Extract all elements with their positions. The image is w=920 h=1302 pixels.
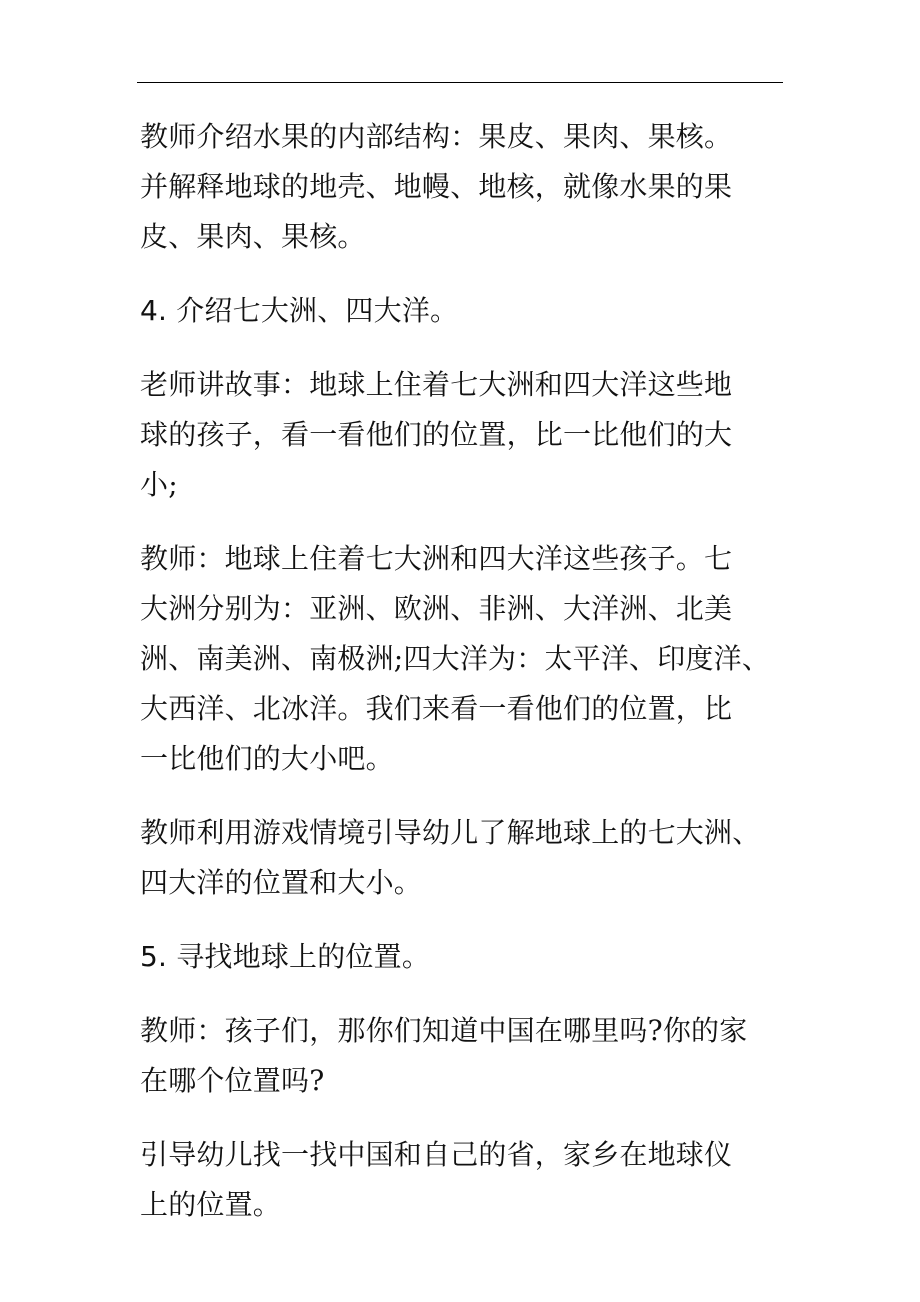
- text-line: 上的位置。: [140, 1188, 282, 1221]
- section-heading-location: [140, 932, 820, 982]
- document-body: [140, 112, 820, 1254]
- text-line: 教师介绍水果的内部结构：果皮、果肉、果核。: [140, 120, 733, 153]
- heading-text: 4. 介绍七大洲、四大洋。: [140, 294, 459, 327]
- text-line: 教师：孩子们，那你们知道中国在哪里吗?你的家: [140, 1014, 748, 1047]
- text-line: 球的孩子，看一看他们的位置，比一比他们的大: [140, 418, 733, 451]
- header-rule: [137, 82, 783, 83]
- text-line: 引导幼儿找一找中国和自己的省，家乡在地球仪: [140, 1138, 733, 1171]
- section-heading-continents: [140, 286, 820, 336]
- text-line: 在哪个位置吗?: [140, 1064, 325, 1097]
- heading-text: 5. 寻找地球上的位置。: [140, 940, 431, 973]
- text-line: 教师：地球上住着七大洲和四大洋这些孩子。七: [140, 542, 733, 575]
- text-line: 并解释地球的地壳、地幔、地核，就像水果的果: [140, 170, 733, 203]
- paragraph-fruit-structure: [140, 112, 820, 262]
- text-line: 皮、果肉、果核。: [140, 220, 366, 253]
- text-line: 教师利用游戏情境引导幼儿了解地球上的七大洲、: [140, 816, 761, 849]
- text-line: 大西洋、北冰洋。我们来看一看他们的位置，比: [140, 692, 733, 725]
- paragraph-game-guidance: [140, 808, 820, 908]
- text-line: 大洲分别为：亚洲、欧洲、非洲、大洋洲、北美: [140, 592, 733, 625]
- paragraph-teacher-story: [140, 360, 820, 510]
- text-line: 洲、南美洲、南极洲;四大洋为：太平洋、印度洋、: [140, 642, 771, 675]
- text-line: 老师讲故事：地球上住着七大洲和四大洋这些地: [140, 368, 733, 401]
- text-line: 一比他们的大小吧。: [140, 742, 394, 775]
- paragraph-china-question: [140, 1006, 820, 1106]
- text-line: 小;: [140, 468, 178, 501]
- paragraph-continents-oceans: [140, 534, 820, 784]
- paragraph-find-location: [140, 1130, 820, 1230]
- text-line: 四大洋的位置和大小。: [140, 866, 423, 899]
